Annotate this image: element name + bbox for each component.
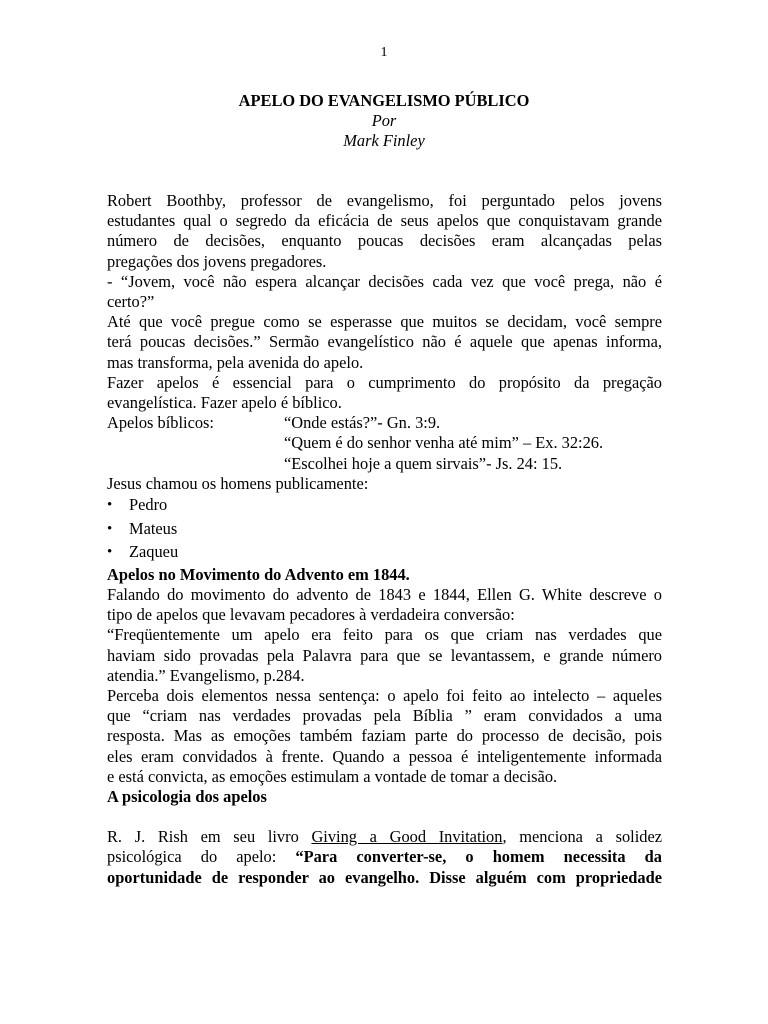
body-line: Falando do movimento do advento de 1843 e 1844, Ellen G. White descreve o (107, 585, 662, 605)
body-line: que “criam nas verdades provadas pela Bíblia ” eram convidados a uma (107, 706, 662, 726)
intro-line: número de decisões, enquanto poucas decisões eram alcançadas pelas (107, 231, 662, 251)
book-title: Giving a Good Invitation (311, 827, 503, 847)
title-block (0, 91, 768, 151)
rish-line (107, 827, 662, 847)
list-item: • Mateus (107, 518, 662, 542)
byline-por: Por (371, 111, 397, 130)
rish-prefix: R. J. Rish em seu livro (107, 827, 312, 847)
section-heading: Apelos no Movimento do Advento em 1844. (107, 564, 410, 584)
answer-line: Até que você pregue como se esperasse que muitos se decidam, você sempre (107, 312, 662, 332)
blank-line (107, 807, 662, 827)
appeal-line: evangelística. Fazer apelo é bíblico. (107, 393, 342, 413)
list-item: • Pedro (107, 494, 662, 518)
rish-line (107, 847, 662, 867)
intro-line: estudantes qual o segredo da eficácia de seus apelos que conquistavam grande (107, 211, 662, 231)
rish-suffix: , menciona a solidez (502, 827, 662, 847)
document-body (107, 191, 662, 888)
body-line: “Freqüentemente um apelo era feito para os que criam nas verdades que (107, 625, 662, 645)
biblical-appeals-label: Apelos bíblicos: (107, 413, 214, 433)
page-number: 1 (380, 45, 388, 60)
list-item: • Zaqueu (107, 541, 662, 565)
body-line: eles eram convidados à frente. Quando a pessoa é inteligentemente informada (107, 746, 662, 766)
bible-reference: “Onde estás?”- Gn. 3:9. (284, 413, 441, 433)
body-line: tipo de apelos que levavam pecadores à verdadeira conversão: (107, 605, 515, 625)
disciples-list (107, 494, 662, 565)
intro-line: Robert Boothby, professor de evangelismo, foi perguntado pelos jovens (107, 191, 662, 210)
body-line: resposta. Mas as emoções também faziam parte do processo de decisão, pois (107, 726, 662, 746)
quote-line: certo?” (107, 292, 155, 312)
quote-line: - “Jovem, você não espera alcançar decisões cada vez que você prega, não é (107, 271, 662, 291)
body-line: e está convicta, as emoções estimulam a vontade de tomar a decisão. (107, 766, 558, 786)
rish-quote-line: oportunidade de responder ao evangelho. Disse alguém com propriedade (107, 867, 662, 887)
rish-quote-start: “Para converter-se, o homem necessita da (295, 847, 662, 867)
intro-line: pregações dos jovens pregadores. (107, 251, 327, 271)
body-line: Perceba dois elementos nessa sentença: o apelo foi feito ao intelecto – aqueles (107, 686, 662, 706)
body-line: haviam sido provadas pela Palavra para que se levantassem, e grande número (107, 645, 662, 665)
section-heading: A psicologia dos apelos (107, 787, 267, 807)
author-name: Mark Finley (343, 131, 425, 150)
body-line: atendia.” Evangelismo, p.284. (107, 665, 305, 685)
biblical-appeals-row (107, 413, 662, 433)
answer-line: terá poucas decisões.” Sermão evangelístico não é aquele que apenas informa, (107, 332, 662, 352)
bible-reference: “Quem é do senhor venha até mim” – Ex. 32:26. (284, 433, 604, 453)
document-title: APELO DO EVANGELISMO PÚBLICO (238, 91, 530, 110)
rish-plain-text: psicológica do apelo: (107, 847, 296, 867)
bible-reference: “Escolhei hoje a quem sirvais”- Js. 24: 15. (284, 453, 563, 473)
jesus-line: Jesus chamou os homens publicamente: (107, 473, 369, 493)
appeal-line: Fazer apelos é essencial para o cumprimento do propósito da pregação (107, 372, 662, 392)
answer-line: mas transforma, pela avenida do apelo. (107, 352, 364, 372)
